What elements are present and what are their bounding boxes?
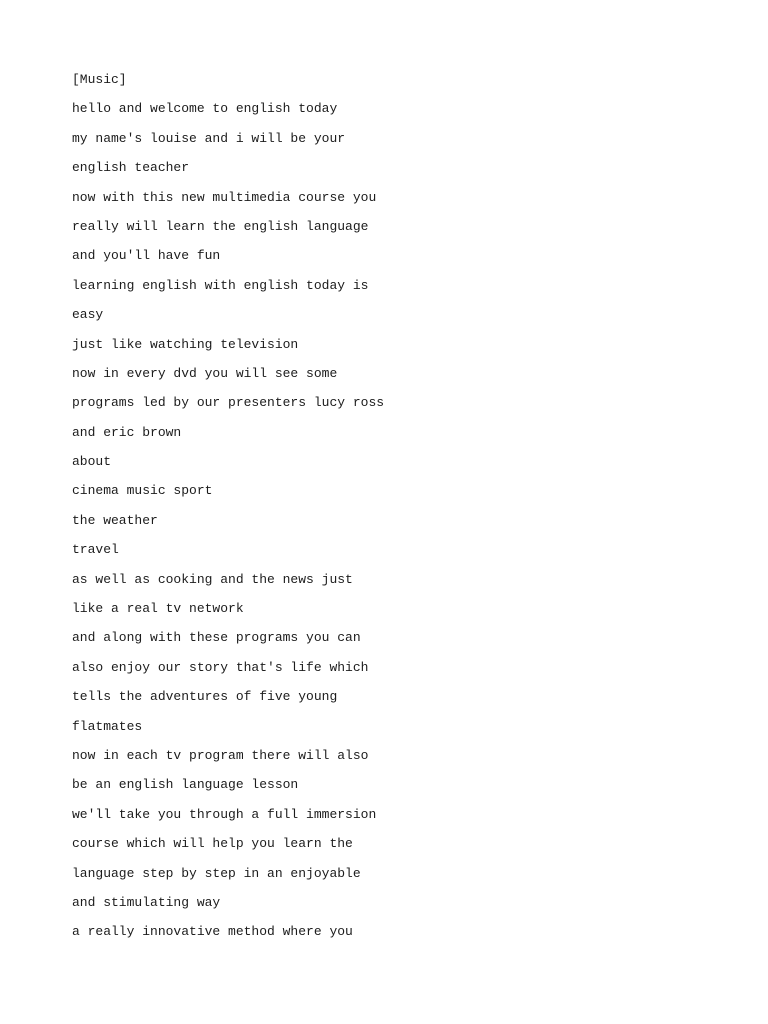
transcript-line: and stimulating way (72, 894, 221, 910)
transcript-line: english teacher (72, 160, 190, 176)
transcript-line: be an english language lesson (72, 777, 299, 793)
transcript-line: hello and welcome to english today (72, 101, 338, 117)
transcript-line: now in each tv program there will also (72, 747, 369, 763)
transcript-line: easy (72, 307, 104, 323)
transcript-line: my name's louise and i will be your (72, 130, 346, 146)
transcript-line: really will learn the english language (72, 218, 369, 234)
transcript-line: and eric brown (72, 424, 182, 440)
transcript-line: like a real tv network (72, 601, 244, 617)
transcript-line: and along with these programs you can (72, 630, 361, 646)
transcript-line: programs led by our presenters lucy ross (72, 395, 385, 411)
transcript-page (72, 65, 712, 947)
transcript-line: as well as cooking and the news just (72, 571, 353, 587)
transcript-line: tells the adventures of five young (72, 689, 338, 705)
transcript-line: flatmates (72, 718, 143, 734)
transcript-line: a really innovative method where you (72, 924, 353, 940)
transcript-line: course which will help you learn the (72, 836, 353, 852)
transcript-line: language step by step in an enjoyable (72, 865, 361, 881)
transcript-line: just like watching television (72, 336, 299, 352)
transcript-line: now with this new multimedia course you (72, 189, 377, 205)
transcript-line: about (72, 454, 112, 470)
transcript-line: cinema music sport (72, 483, 213, 499)
transcript-line: travel (72, 542, 119, 558)
transcript-line: we'll take you through a full immersion (72, 806, 377, 822)
transcript-line: also enjoy our story that's life which (72, 659, 369, 675)
transcript-line: the weather (72, 512, 158, 528)
transcript-line: and you'll have fun (72, 248, 221, 264)
transcript-line: now in every dvd you will see some (72, 365, 338, 381)
transcript-line: [Music] (72, 72, 127, 87)
transcript-line: learning english with english today is (72, 277, 369, 293)
